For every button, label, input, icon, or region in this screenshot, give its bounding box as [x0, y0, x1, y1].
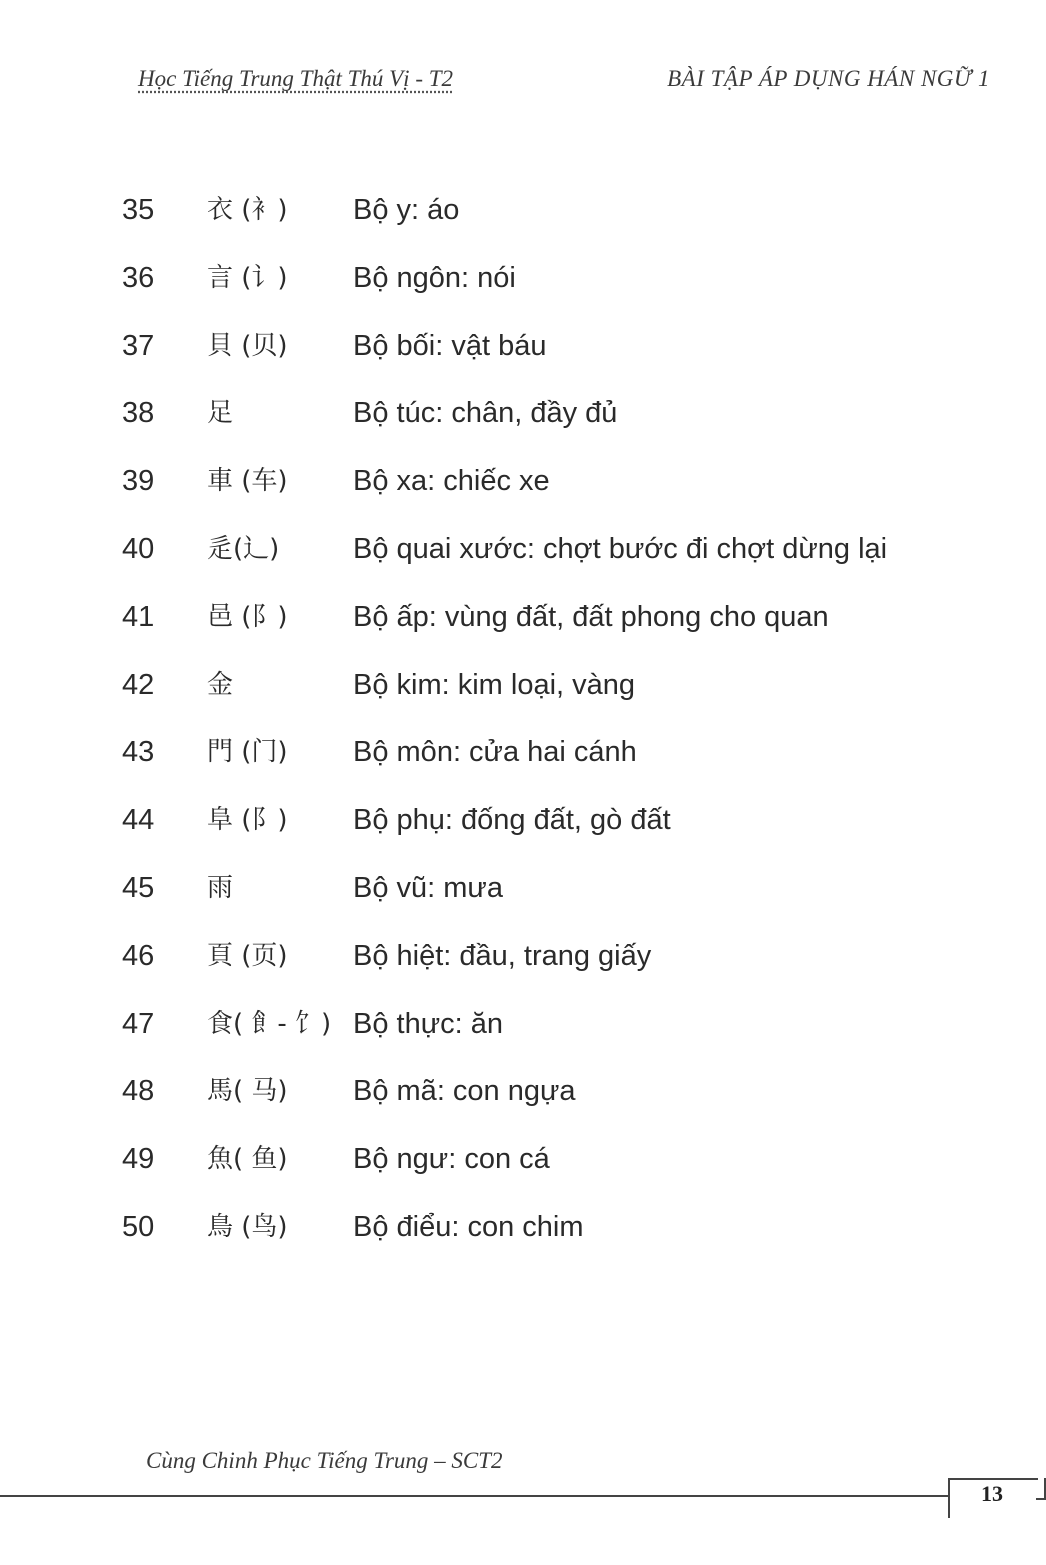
radical-number: 36 [122, 261, 155, 294]
radical-glyph: 足 [207, 398, 234, 429]
radical-glyph: 頁 (页) [207, 940, 288, 971]
radical-glyph: 辵(辶) [207, 533, 280, 564]
radical-number: 46 [122, 939, 155, 972]
radical-number: 49 [122, 1143, 155, 1176]
radical-row [0, 1069, 1046, 1137]
radical-row [0, 798, 1046, 866]
radical-meaning: Bộ môn: cửa hai cánh [353, 736, 637, 769]
radical-number: 35 [122, 194, 155, 226]
radical-number: 50 [122, 1210, 155, 1243]
radical-glyph: 邑 (阝) [207, 601, 288, 632]
radical-glyph: 車 (车) [207, 466, 288, 497]
radical-glyph: 鳥 (鸟) [207, 1211, 288, 1242]
radical-glyph: 阜 (阝) [207, 805, 288, 836]
radical-number: 42 [122, 668, 155, 701]
radical-meaning: Bộ vũ: mưa [353, 871, 503, 904]
radical-glyph: 金 [207, 669, 234, 700]
footer-divider [0, 1495, 948, 1497]
radical-row [0, 391, 1046, 459]
radical-row [0, 527, 1046, 595]
radical-meaning: Bộ điểu: con chim [353, 1210, 584, 1243]
radical-row [0, 1002, 1046, 1070]
radical-row [0, 188, 1046, 256]
radical-number: 39 [122, 465, 155, 498]
radical-row [0, 730, 1046, 798]
radical-meaning: Bộ ngôn: nói [353, 261, 516, 294]
radical-number: 38 [122, 397, 155, 430]
header-section-title: BÀI TẬP ÁP DỤNG HÁN NGỮ 1 [667, 66, 990, 91]
radical-row [0, 595, 1046, 663]
radical-number: 40 [122, 532, 155, 565]
radical-row [0, 934, 1046, 1002]
radical-meaning: Bộ phụ: đống đất, gò đất [353, 804, 671, 837]
radical-row [0, 866, 1046, 934]
radical-meaning: Bộ bối: vật báu [353, 329, 547, 362]
radical-glyph: 衣 (衤) [207, 195, 288, 225]
radical-glyph: 馬( 马) [207, 1076, 288, 1107]
radical-meaning: Bộ túc: chân, đầy đủ [353, 397, 618, 430]
radical-glyph: 雨 [207, 872, 234, 903]
radical-number: 45 [122, 871, 155, 904]
radical-glyph: 門 (门) [207, 737, 288, 768]
radical-glyph: 食( 飠- 饣) [207, 1008, 332, 1039]
radical-meaning: Bộ quai xước: chợt bước đi chợt dừng lại [353, 532, 888, 565]
radical-number: 47 [122, 1007, 155, 1040]
radical-glyph: 言 (讠) [207, 262, 288, 293]
radical-row [0, 256, 1046, 324]
radical-number: 43 [122, 736, 155, 769]
radical-meaning: Bộ mã: con ngựa [353, 1075, 576, 1108]
radical-row [0, 1205, 1046, 1273]
radical-glyph: 魚( 鱼) [207, 1144, 288, 1175]
radical-glyph: 貝 (贝) [207, 330, 288, 361]
radical-meaning: Bộ hiệt: đầu, trang giấy [353, 939, 652, 972]
radical-row [0, 459, 1046, 527]
radical-meaning: Bộ thực: ăn [353, 1007, 503, 1040]
radical-meaning: Bộ ấp: vùng đất, đất phong cho quan [353, 600, 829, 633]
radical-number: 48 [122, 1075, 155, 1108]
radical-list [0, 188, 1046, 1273]
radical-row [0, 324, 1046, 392]
radical-meaning: Bộ ngư: con cá [353, 1143, 550, 1176]
radical-row [0, 1137, 1046, 1205]
radical-number: 41 [122, 600, 155, 633]
radical-number: 37 [122, 329, 155, 362]
radical-meaning: Bộ kim: kim loại, vàng [353, 668, 636, 701]
page-number: 13 [981, 1481, 1003, 1506]
page-number-frame-tick [1036, 1478, 1046, 1500]
header-book-title: Học Tiếng Trung Thật Thú Vị - T2 [138, 66, 454, 91]
radical-meaning: Bộ xa: chiếc xe [353, 465, 550, 498]
radical-row [0, 663, 1046, 731]
radical-number: 44 [122, 804, 155, 837]
radical-meaning: Bộ y: áo [353, 194, 460, 226]
footer-series-title: Cùng Chinh Phục Tiếng Trung – SCT2 [146, 1448, 503, 1473]
